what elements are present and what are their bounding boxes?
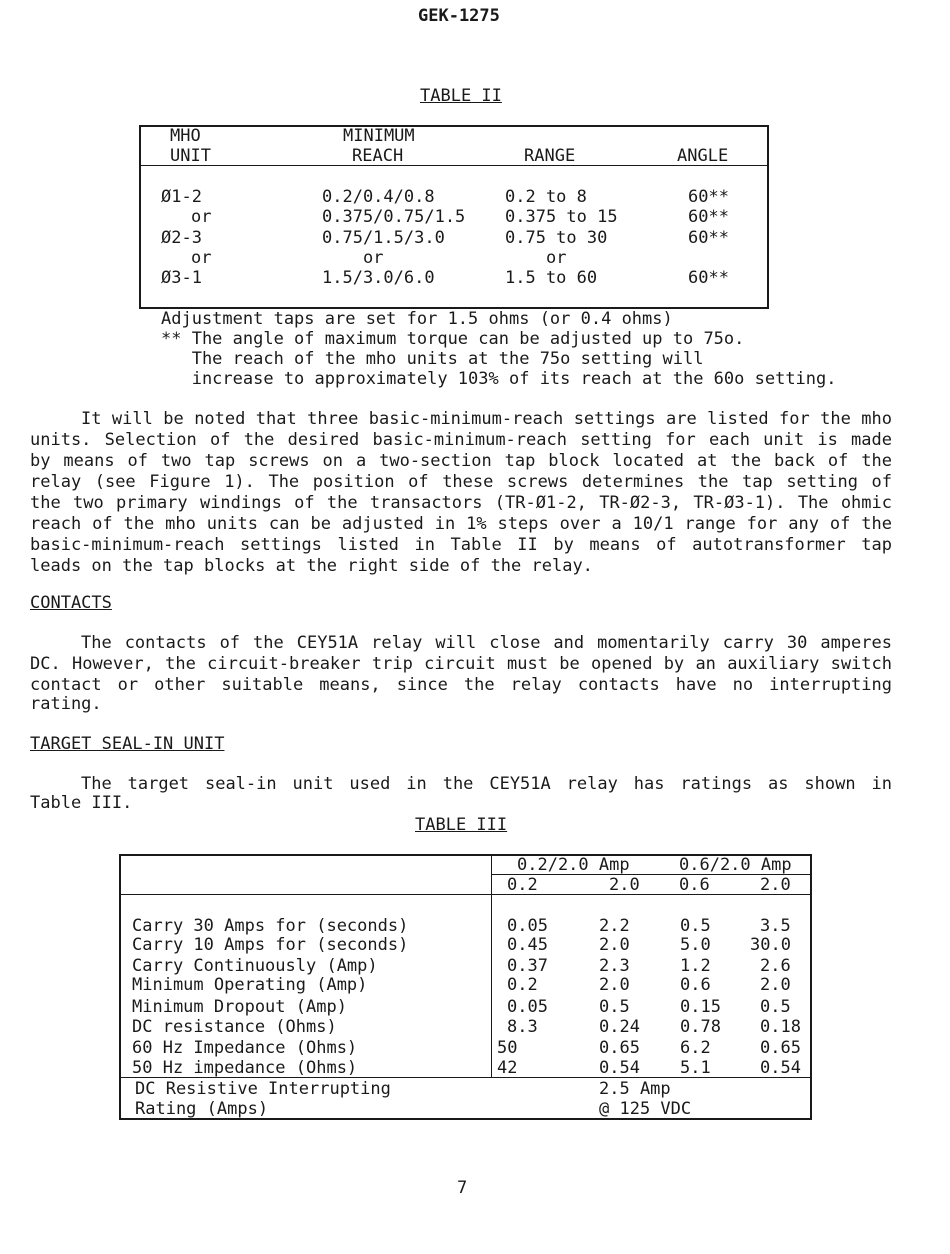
table2-header-range: RANGE: [524, 146, 576, 166]
table3-value-5-3: 0.18: [760, 1017, 801, 1037]
table3-tap-2: 0.6: [679, 875, 710, 895]
page-number: 7: [457, 1178, 468, 1198]
table2-header-reach-1: MINIMUM: [343, 126, 415, 146]
table2-range-4: 1.5 to 60: [505, 268, 598, 288]
table2-range-1: 0.375 to 15: [505, 207, 618, 227]
table3-label-6: 60 Hz Impedance (Ohms): [132, 1038, 358, 1058]
table3-value-1-0: 0.45: [507, 935, 548, 955]
table2-unit-2: Ø2-3: [161, 228, 202, 248]
table3-value-0-0: 0.05: [507, 916, 548, 936]
table2-reach-2: 0.75/1.5/3.0: [322, 228, 445, 248]
table2-unit-4: Ø3-1: [161, 268, 202, 288]
paragraph1-line-1: units. Selection of the desired basic-minimum-reach setting for each unit is made: [30, 430, 892, 450]
table2-unit-3: or: [191, 248, 212, 268]
table3-value-6-3: 0.65: [760, 1038, 801, 1058]
document-id: GEK-1275: [418, 6, 500, 26]
table3-interrupting-label-2: Rating (Amps): [135, 1099, 269, 1119]
contacts-heading: CONTACTS: [30, 593, 112, 613]
table3-value-2-2: 1.2: [680, 956, 711, 976]
table3-interrupting-value-2: @ 125 VDC: [599, 1099, 692, 1119]
table3-tap-0: 0.2: [507, 875, 538, 895]
table3-value-3-0: 0.2: [507, 975, 538, 995]
table3-group-0: 0.2/2.0 Amp: [517, 855, 630, 875]
paragraph1-line-6: basic-minimum-reach settings listed in Table II by means of autotransformer tap: [30, 535, 892, 555]
table3-value-1-2: 5.0: [680, 935, 711, 955]
table3-tap-1: 2.0: [609, 875, 640, 895]
table3-interrupting-value-1: 2.5 Amp: [599, 1079, 671, 1099]
table2-range-2: 0.75 to 30: [505, 228, 608, 248]
target-heading: TARGET SEAL-IN UNIT: [30, 734, 225, 754]
target-line-0: The target seal-in unit used in the CEY51A relay has ratings as shown in: [81, 774, 892, 794]
table3-value-7-2: 5.1: [680, 1058, 711, 1078]
table3-value-2-0: 0.37: [507, 956, 548, 976]
table3-label-7: 50 Hz impedance (Ohms): [132, 1058, 358, 1078]
table2-unit-1: or: [191, 207, 212, 227]
table2-angle-0: 60**: [688, 187, 729, 207]
paragraph-contacts: [30, 633, 892, 715]
table3-value-5-1: 0.24: [599, 1017, 640, 1037]
table3-value-2-3: 2.6: [760, 956, 791, 976]
paragraph-mho-settings: [30, 409, 892, 577]
table2-angle-1: 60**: [688, 207, 729, 227]
table2-unit-0: Ø1-2: [161, 187, 202, 207]
contacts-line-3: rating.: [30, 694, 102, 714]
table3-value-6-0: 50: [497, 1038, 518, 1058]
table3-value-3-1: 2.0: [599, 975, 630, 995]
contacts-line-0: The contacts of the CEY51A relay will close and momentarily carry 30 amperes: [81, 633, 892, 653]
paragraph-target: [30, 774, 892, 814]
table3-value-0-1: 2.2: [599, 916, 630, 936]
paragraph1-line-3: relay (see Figure 1). The position of these screws determines the tap setting of: [30, 472, 892, 492]
table2-reach-1: 0.375/0.75/1.5: [322, 207, 466, 227]
table3-value-3-3: 2.0: [760, 975, 791, 995]
table2-header-unit-1: MHO: [170, 126, 201, 146]
table2-note-1: ** The angle of maximum torque can be adjusted up to 75o.: [161, 329, 745, 349]
table3-label-5: DC resistance (Ohms): [132, 1017, 337, 1037]
table3-value-7-0: 42: [497, 1058, 518, 1078]
table3-value-6-1: 0.65: [599, 1038, 640, 1058]
table3-label-3: Minimum Operating (Amp): [132, 975, 368, 995]
table3-value-0-2: 0.5: [680, 916, 711, 936]
table2-note-2: The reach of the mho units at the 75o setting will: [161, 349, 704, 369]
table3-value-1-1: 2.0: [599, 935, 630, 955]
table3-label-2: Carry Continuously (Amp): [132, 956, 378, 976]
target-line-1: Table III.: [30, 793, 133, 813]
table3-value-4-1: 0.5: [599, 997, 630, 1017]
table2-reach-4: 1.5/3.0/6.0: [322, 268, 435, 288]
table2-header-angle: ANGLE: [677, 146, 729, 166]
table2-title: TABLE II: [420, 86, 502, 106]
table2-reach-3: or: [363, 248, 384, 268]
paragraph1-line-4: the two primary windings of the transactors (TR-Ø1-2, TR-Ø2-3, TR-Ø3-1). The ohmic: [30, 493, 892, 513]
table2-reach-0: 0.2/0.4/0.8: [322, 187, 435, 207]
table3-title: TABLE III: [415, 815, 508, 835]
paragraph1-line-7: leads on the tap blocks at the right side of the relay.: [30, 556, 593, 576]
table3-value-2-1: 2.3: [599, 956, 630, 976]
table2-angle-2: 60**: [688, 228, 729, 248]
table3-value-0-3: 3.5: [760, 916, 791, 936]
table3-value-5-0: 8.3: [507, 1017, 538, 1037]
table3-label-1: Carry 10 Amps for (seconds): [132, 935, 409, 955]
table3-value-4-3: 0.5: [760, 997, 791, 1017]
table3-group-1: 0.6/2.0 Amp: [679, 855, 792, 875]
table3-label-0: Carry 30 Amps for (seconds): [132, 916, 409, 936]
table3-value-7-1: 0.54: [599, 1058, 640, 1078]
table3-value-7-3: 0.54: [760, 1058, 801, 1078]
table2-header-rule: [139, 165, 769, 166]
table3-col-divider: [491, 854, 492, 1078]
paragraph1-line-2: by means of two tap screws on a two-section tap block located at the back of the: [30, 451, 892, 471]
table3-tap-3: 2.0: [760, 875, 791, 895]
table2-header-reach-2: REACH: [352, 146, 404, 166]
table3-value-4-0: 0.05: [507, 997, 548, 1017]
table2-header-unit-2: UNIT: [170, 146, 211, 166]
table2-note-0: Adjustment taps are set for 1.5 ohms (or 0.4 ohms): [161, 309, 673, 329]
table3-value-6-2: 6.2: [680, 1038, 711, 1058]
table2-note-3: increase to approximately 103% of its reach at the 60o setting.: [161, 369, 837, 389]
paragraph1-line-0: It will be noted that three basic-minimum-reach settings are listed for the mho: [81, 409, 892, 429]
table3-value-5-2: 0.78: [680, 1017, 721, 1037]
table3-label-4: Minimum Dropout (Amp): [132, 997, 347, 1017]
paragraph1-line-5: reach of the mho units can be adjusted in 1% steps over a 10/1 range for any of the: [30, 514, 892, 534]
contacts-line-1: DC. However, the circuit-breaker trip circuit must be opened by an auxiliary switch: [30, 654, 892, 674]
table3-interrupting-label-1: DC Resistive Interrupting: [135, 1079, 391, 1099]
table2-angle-4: 60**: [688, 268, 729, 288]
table2-range-0: 0.2 to 8: [505, 187, 587, 207]
table3-value-3-2: 0.6: [680, 975, 711, 995]
table3-value-1-3: 30.0: [750, 935, 791, 955]
contacts-line-2: contact or other suitable means, since the relay contacts have no interrupting: [30, 675, 892, 695]
table2-range-3: or: [546, 248, 567, 268]
table3-value-4-2: 0.15: [680, 997, 721, 1017]
